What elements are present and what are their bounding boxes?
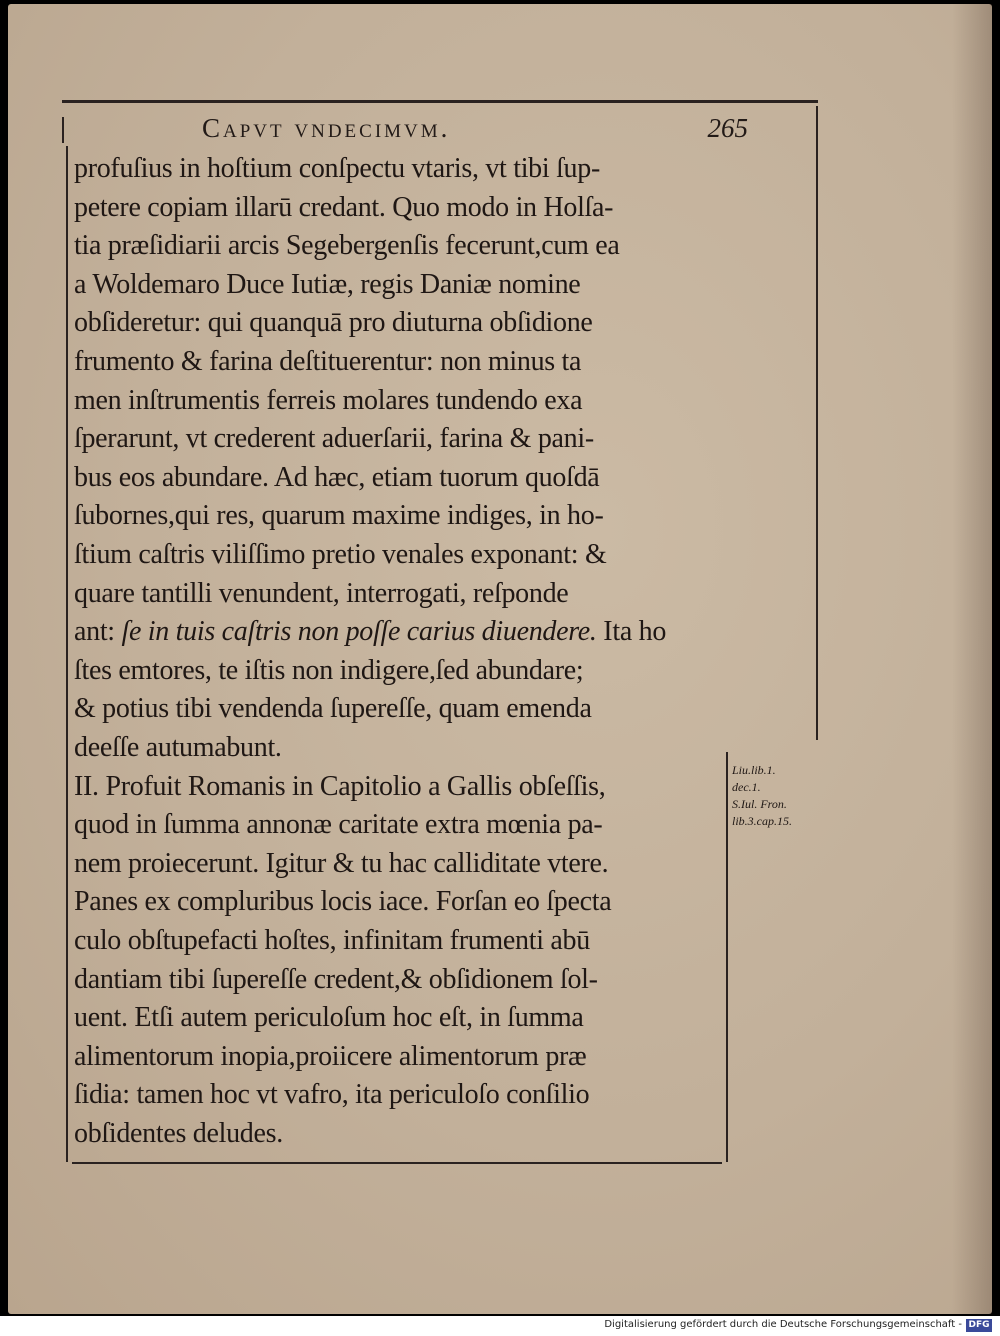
text-line: uent. Etſi autem periculoſum hoc eſt, in ſumma (74, 1002, 584, 1034)
funding-credit: Digitalisierung gefördert durch die Deutsche Forschungsgemeinschaft - (604, 1319, 962, 1330)
dfg-logo: DFG (966, 1319, 992, 1332)
footer-bar (0, 1316, 1000, 1336)
marginal-line: lib.3.cap.15. (732, 814, 792, 828)
italic-quotation: ſe in tuis caſtris non poſſe carius diuendere. (121, 616, 597, 648)
text-line: ſidia: tamen hoc vt vafro, ita periculoſo conſilio (74, 1079, 590, 1111)
text-line: obſidentes deludes. (74, 1118, 283, 1149)
body-text-block (66, 146, 718, 1162)
text-line: deeſſe autumabunt. (74, 732, 282, 763)
text-line: alimentorum inopia,proiicere alimentorum præ (74, 1040, 587, 1072)
bottom-frame-rule (72, 1162, 722, 1164)
text-line: dantiam tibi ſupereſſe credent,& obſidionem ſol- (74, 963, 598, 995)
running-header (62, 100, 818, 141)
marginal-line: Liu.lib.1. (732, 763, 776, 777)
text-line: obſideretur: qui quanquā pro diuturna obſidione (74, 307, 593, 339)
text-line: nem proiecerunt. Igitur & tu hac calliditate vtere. (74, 847, 609, 879)
text-line: ſperarunt, vt crederent aduerſarii, farina & pani- (74, 423, 594, 455)
text-line: culo obſtupefacti hoſtes, infinitam frumenti abū (74, 925, 590, 956)
text-line: frumento & farina deſtituerentur: non minus ta (74, 346, 582, 377)
text-line: petere copiam illarū credant. Quo modo in Holſa- (74, 191, 614, 223)
marginal-citation (732, 762, 822, 830)
text-line: men inſtrumentis ferreis molares tundendo exa (74, 384, 583, 416)
text-line: ſtium caſtris viliſſimo pretio venales exponant: & (74, 539, 607, 570)
right-frame-rule-lower (726, 752, 728, 1162)
right-frame-rule-upper (816, 106, 818, 740)
text-line: bus eos abundare. Ad hæc, etiam tuorum quoſdā (74, 461, 600, 493)
page-edge-shadow (952, 4, 992, 1314)
text-line: profuſius in hoſtium conſpectu vtaris, vt tibi ſup- (74, 153, 600, 184)
header-left-rule (62, 117, 64, 143)
marginal-line: S.Iul. Fron. (732, 797, 787, 811)
marginal-line: dec.1. (732, 780, 761, 794)
text-line: & potius tibi vendenda ſupereſſe, quam emenda (74, 693, 592, 725)
text-line: Panes ex compluribus locis iace. Forſan eo ſpecta (74, 886, 612, 918)
text-line-with-italic-quote (74, 613, 724, 651)
text-line: quod in ſumma annonæ caritate extra mœnia pa- (74, 809, 603, 841)
text-run: ant: (74, 616, 122, 648)
running-title: Capvt vndecimvm. (202, 113, 451, 143)
text-line: a Woldemaro Duce Iutiæ, regis Daniæ nomine (74, 268, 581, 300)
text-line: ſubornes,qui res, quarum maxime indiges, in ho- (74, 500, 604, 532)
text-line: quare tantilli venundent, interrogati, reſponde (74, 577, 569, 609)
text-run: Ita ho (596, 616, 667, 648)
text-line: ſtes emtores, te iſtis non indigere,ſed abundare; (74, 654, 584, 686)
page-number: 265 (707, 113, 748, 143)
text-line: II. Profuit Romanis in Capitolio a Gallis obſeſſis, (74, 770, 606, 802)
text-line: tia præſidiarii arcis Segebergenſis fecerunt,cum ea (74, 230, 620, 262)
